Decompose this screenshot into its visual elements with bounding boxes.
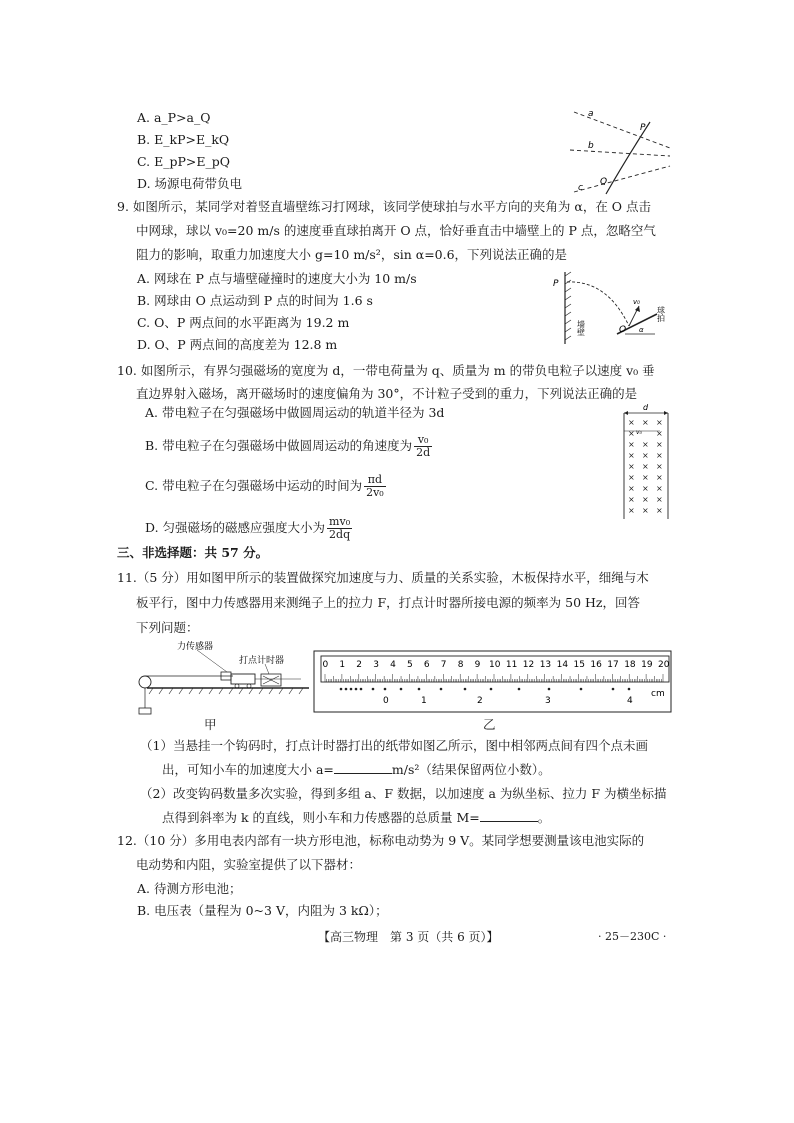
ruler-numbers <box>323 660 670 670</box>
field-cross-mark: × <box>656 506 663 515</box>
field-cross-mark: × <box>656 473 663 482</box>
ruler-number: 19 <box>641 660 653 670</box>
field-cross-mark: × <box>656 418 663 427</box>
q10-option-d-fraction: $\frac{\text{mv₀}}{2dq}$ <box>329 515 351 541</box>
q10-field-figure <box>620 403 672 519</box>
q10-option-d: D. 匀强磁场的磁感应强度大小为 $\frac{\text{mv₀}}{2dq}$ <box>145 515 351 541</box>
ruler-number: 7 <box>440 660 447 670</box>
tape-dot <box>464 688 467 691</box>
tape-dot <box>400 688 403 691</box>
tape-count-labels <box>383 696 633 706</box>
page-footer-code: · 25－230C · <box>598 930 667 943</box>
q10-stem-2: 直边界射入磁场，离开磁场时的速度偏角为 30°，不计粒子受到的重力，下列说法正确的是 <box>136 386 638 401</box>
field-cross-mark: × <box>628 451 635 460</box>
ruler-number: 0 <box>322 660 329 670</box>
ruler-number: 2 <box>356 660 363 670</box>
field-cross-mark: × <box>628 473 635 482</box>
field-cross-mark: × <box>656 484 663 493</box>
field-cross-mark: × <box>642 506 649 515</box>
ruler-number: 16 <box>590 660 602 670</box>
tape-dot <box>384 688 387 691</box>
q12-stem-1: 12.（10 分）多用电表内部有一块方形电池，标称电动势为 9 V。某同学想要测量该电池实际的 <box>117 833 645 848</box>
count-point-label: 1 <box>421 696 427 706</box>
ruler-unit: cm <box>651 689 665 699</box>
tape-dot <box>490 688 493 691</box>
ruler-number: 14 <box>556 660 569 670</box>
ruler-number: 8 <box>457 660 464 670</box>
q10-option-c: C. 带电粒子在匀强磁场中运动的时间为 $\frac{\pi d}{\text{2v₀}}$ <box>145 473 384 499</box>
field-cross-mark: × <box>656 429 663 438</box>
tape-dot <box>440 688 443 691</box>
q8-label-c: c <box>578 183 583 193</box>
q8-field-figure <box>566 104 674 196</box>
q11-stem-3: 下列问题： <box>136 620 199 635</box>
ruler-number: 6 <box>423 660 430 670</box>
field-cross-mark: × <box>656 440 663 449</box>
q12-stem-2: 电动势和内阻，实验室提供了以下器材： <box>136 857 362 872</box>
field-cross-mark: × <box>642 418 649 427</box>
section-3-heading: 三、非选择题：共 57 分。 <box>117 545 269 560</box>
field-cross-mark: × <box>656 495 663 504</box>
tape-dot <box>340 688 343 691</box>
field-cross-mark: × <box>628 506 635 515</box>
q8-label-p: P <box>640 123 646 133</box>
field-cross-mark: × <box>656 462 663 471</box>
q11-label-sensor: 力传感器 <box>177 642 214 652</box>
q12-item-b: B. 电压表（量程为 0~3 V，内阻为 3 kΩ）； <box>137 903 388 918</box>
q11-answer-blank-m[interactable] <box>480 809 538 822</box>
count-point-label: 0 <box>383 696 389 706</box>
count-point-label: 3 <box>545 696 551 706</box>
ruler-number: 5 <box>407 660 413 670</box>
ruler-number: 1 <box>339 660 346 670</box>
field-cross-mark: × <box>642 440 649 449</box>
q11-apparatus-figure <box>133 638 313 718</box>
ruler-number: 12 <box>522 660 535 670</box>
field-cross-mark: × <box>642 484 649 493</box>
ruler-number: 20 <box>658 660 670 670</box>
tape-dot <box>350 688 353 691</box>
tape-dot <box>580 688 583 691</box>
q9-option-c: C. O、P 两点间的水平距离为 19.2 m <box>137 315 350 330</box>
q11-caption-jia: 甲 <box>204 717 217 732</box>
q9-label-alpha: α <box>639 326 644 334</box>
q10-crosses <box>628 418 663 515</box>
q10-option-a: A. 带电粒子在匀强磁场中做圆周运动的轨道半径为 3d <box>145 405 445 420</box>
q11-sub2-line2: 点得到斜率为 k 的直线，则小车和力传感器的总质量 M= 。 <box>162 810 551 825</box>
q11-sub2-line1: （2）改变钩码数量多次实验，得到多组 a、F 数据，以加速度 a 为纵坐标、拉力 F 为横坐标描 <box>140 786 667 801</box>
q11-label-timer: 打点计时器 <box>239 656 285 666</box>
q8-label-a: a <box>588 109 594 119</box>
ruler-number: 9 <box>474 660 481 670</box>
tape-dot <box>360 688 363 691</box>
ruler-number: 17 <box>607 660 619 670</box>
q10-label-v0: v₀ <box>636 429 642 436</box>
field-cross-mark: × <box>628 484 635 493</box>
tape-dot <box>418 688 421 691</box>
q9-label-v0: v₀ <box>633 298 640 306</box>
q10-option-c-fraction: $\frac{\pi d}{\text{2v₀}}$ <box>366 473 384 499</box>
ruler-number: 4 <box>390 660 396 670</box>
field-cross-mark: × <box>628 495 635 504</box>
count-point-label: 4 <box>627 696 633 706</box>
q12-item-a: A. 待测方形电池； <box>137 881 242 896</box>
q8-label-b: b <box>588 141 594 151</box>
q10-stem-1: 10. 如图所示，有界匀强磁场的宽度为 d，一带电荷量为 q、质量为 m 的带负电粒子以速度 v₀ 垂 <box>117 363 655 378</box>
q11-answer-blank-a[interactable] <box>334 761 392 774</box>
tape-dot <box>548 688 551 691</box>
page-footer-title: 【高三物理 第 3 页（共 6 页）】 <box>318 930 499 944</box>
count-point-label: 2 <box>477 696 483 706</box>
q10-option-b: B. 带电粒子在匀强磁场中做圆周运动的角速度为 $\frac{\text{v₀}}{2d}$ <box>145 433 431 459</box>
field-cross-mark: × <box>628 440 635 449</box>
q9-label-wall: 墙壁 <box>576 320 586 336</box>
field-cross-mark: × <box>642 495 649 504</box>
q9-option-d: D. O、P 两点间的高度差为 12.8 m <box>137 337 338 352</box>
ruler-number: 11 <box>505 660 518 670</box>
ruler-number: 10 <box>489 660 501 670</box>
tape-dot <box>628 688 631 691</box>
field-cross-mark: × <box>628 418 635 427</box>
tape-dot <box>372 688 375 691</box>
ruler-number: 13 <box>539 660 552 670</box>
q9-label-racket: 球拍 <box>656 306 666 322</box>
field-cross-mark: × <box>628 462 635 471</box>
q9-label-p: P <box>553 279 559 289</box>
q9-stem-3: 阻力的影响，取重力加速度大小 g=10 m/s²，sin α=0.6，下列说法正确的是 <box>136 247 568 262</box>
q11-stem-1: 11.（5 分）用如图甲所示的装置做探究加速度与力、质量的关系实验，木板保持水平，细绳与木 <box>117 570 649 585</box>
tape-dot <box>518 688 521 691</box>
q11-sub1-line1: （1）当悬挂一个钩码时，打点计时器打出的纸带如图乙所示，图中相邻两点间有四个点未画 <box>140 738 648 753</box>
q9-stem-1: 9. 如图所示，某同学对着竖直墙壁练习打网球，该同学使球拍与水平方向的夹角为 α，在 O 点击 <box>117 199 652 214</box>
q10-option-b-fraction: $\frac{\text{v₀}}{2d}$ <box>416 433 431 459</box>
ruler-number: 3 <box>373 660 379 670</box>
tape-dot <box>355 688 358 691</box>
q11-caption-yi: 乙 <box>483 717 496 732</box>
tape-dot <box>345 688 348 691</box>
q11-ruler-figure <box>313 650 673 714</box>
ruler-number: 15 <box>573 660 585 670</box>
q9-tennis-figure <box>545 268 673 348</box>
q9-label-o: O <box>619 325 627 335</box>
field-cross-mark: × <box>642 473 649 482</box>
q8-option-a: A. a_P>a_Q <box>137 110 211 125</box>
field-cross-mark: × <box>656 451 663 460</box>
field-cross-mark: × <box>642 451 649 460</box>
q8-option-d: D. 场源电荷带负电 <box>137 176 243 191</box>
q11-stem-2: 板平行，图中力传感器用来测绳子上的拉力 F，打点计时器所接电源的频率为 50 Hz，回答 <box>136 595 640 610</box>
q8-option-b: B. E_kP>E_kQ <box>137 132 230 147</box>
tape-dot <box>612 688 615 691</box>
q11-sub1-line2: 出，可知小车的加速度大小 a= m/s²（结果保留两位小数）。 <box>162 762 551 777</box>
ruler-number: 18 <box>624 660 636 670</box>
tape-dots <box>340 688 631 691</box>
q9-stem-2: 中网球，球以 v₀=20 m/s 的速度垂直球拍离开 O 点，恰好垂直击中墙壁上的 P 点，忽略空气 <box>136 223 656 238</box>
ruler-ticks <box>325 674 663 682</box>
field-cross-mark: × <box>628 429 635 438</box>
q8-label-q: Q <box>600 177 608 187</box>
q8-option-c: C. E_pP>E_pQ <box>137 154 230 169</box>
field-cross-mark: × <box>642 462 649 471</box>
q9-option-a: A. 网球在 P 点与墙壁碰撞时的速度大小为 10 m/s <box>137 271 417 286</box>
q10-label-d: d <box>643 403 649 412</box>
q9-option-b: B. 网球由 O 点运动到 P 点的时间为 1.6 s <box>137 293 373 308</box>
